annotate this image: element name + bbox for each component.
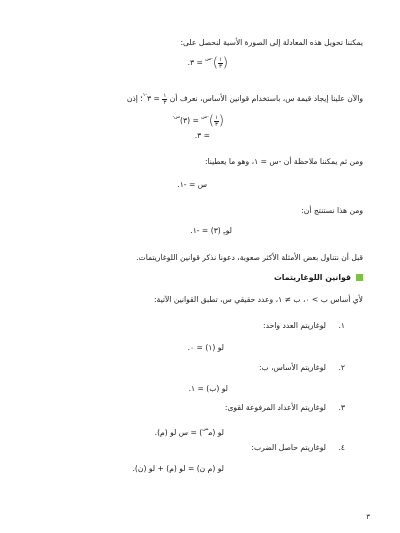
law-4-formula: لو (م ن) = لو (م) + لو (ن). xyxy=(132,464,224,473)
law-4-number: ٤. xyxy=(338,443,345,452)
conclude-text: ومن هذا نستنتج أن: xyxy=(301,206,363,215)
note-text: ومن ثم يمكننا ملاحظة أن -س = ١، وهو ما يعطينا: xyxy=(204,157,363,166)
green-square-icon xyxy=(356,274,363,281)
section-heading: قوانين اللوغاريتمات xyxy=(274,273,363,282)
equation-2: ( $\frac{١}{٣}$ )$^{-س}$ = (٣)$^{س-}$ xyxy=(172,113,224,129)
base-rule-text: والآن علينا إيجاد قيمة س، باستخدام قوانين الأساس، نعرف أن $\frac{١}{٣}$ = $٣^{-١}؛$ إذن xyxy=(126,92,363,106)
law-3-formula: لو (م$^س$) = س لو (م). xyxy=(154,427,224,437)
law-2-number: ٢. xyxy=(338,363,345,372)
page-number: ٣ xyxy=(366,513,370,521)
log-result: لو$_٣$ (٣) = -١. xyxy=(190,226,232,237)
law-1-title: لوغاريتم العدد واحد: xyxy=(263,321,326,330)
law-1-number: ١. xyxy=(338,321,345,330)
equation-1: ( $\frac{١}{٣}$ )$^{-س}$ = ٣. xyxy=(187,55,228,71)
equation-3: = ٣. xyxy=(194,131,210,140)
law-4-title: لوغاريتم حاصل الضرب: xyxy=(251,443,326,452)
law-3-title: لوغاريتم الأعداد المرفوعة لقوى: xyxy=(224,403,326,412)
law-3-number: ٣. xyxy=(338,403,345,412)
law-2-formula: لو (ب) = ١. xyxy=(188,384,228,393)
x-value: س = -١. xyxy=(177,180,207,189)
intro-text: يمكننا تحويل هذه المعادلة إلى الصورة الأسية لنحصل على: xyxy=(180,38,363,47)
before-text: قبل أن نتناول بعض الأمثلة الأكثر صعوبة، دعونا نذكر قوانين اللوغاريتمات. xyxy=(136,253,363,262)
condition-text: لأي أساس ب > ٠، ب ≠ ١، وعدد حقيقي س، تطبق القوانين الآتية: xyxy=(153,295,363,304)
law-2-title: لوغاريتم الأساس، ب: xyxy=(258,363,326,372)
law-1-formula: لو (١) = ٠. xyxy=(187,343,224,352)
